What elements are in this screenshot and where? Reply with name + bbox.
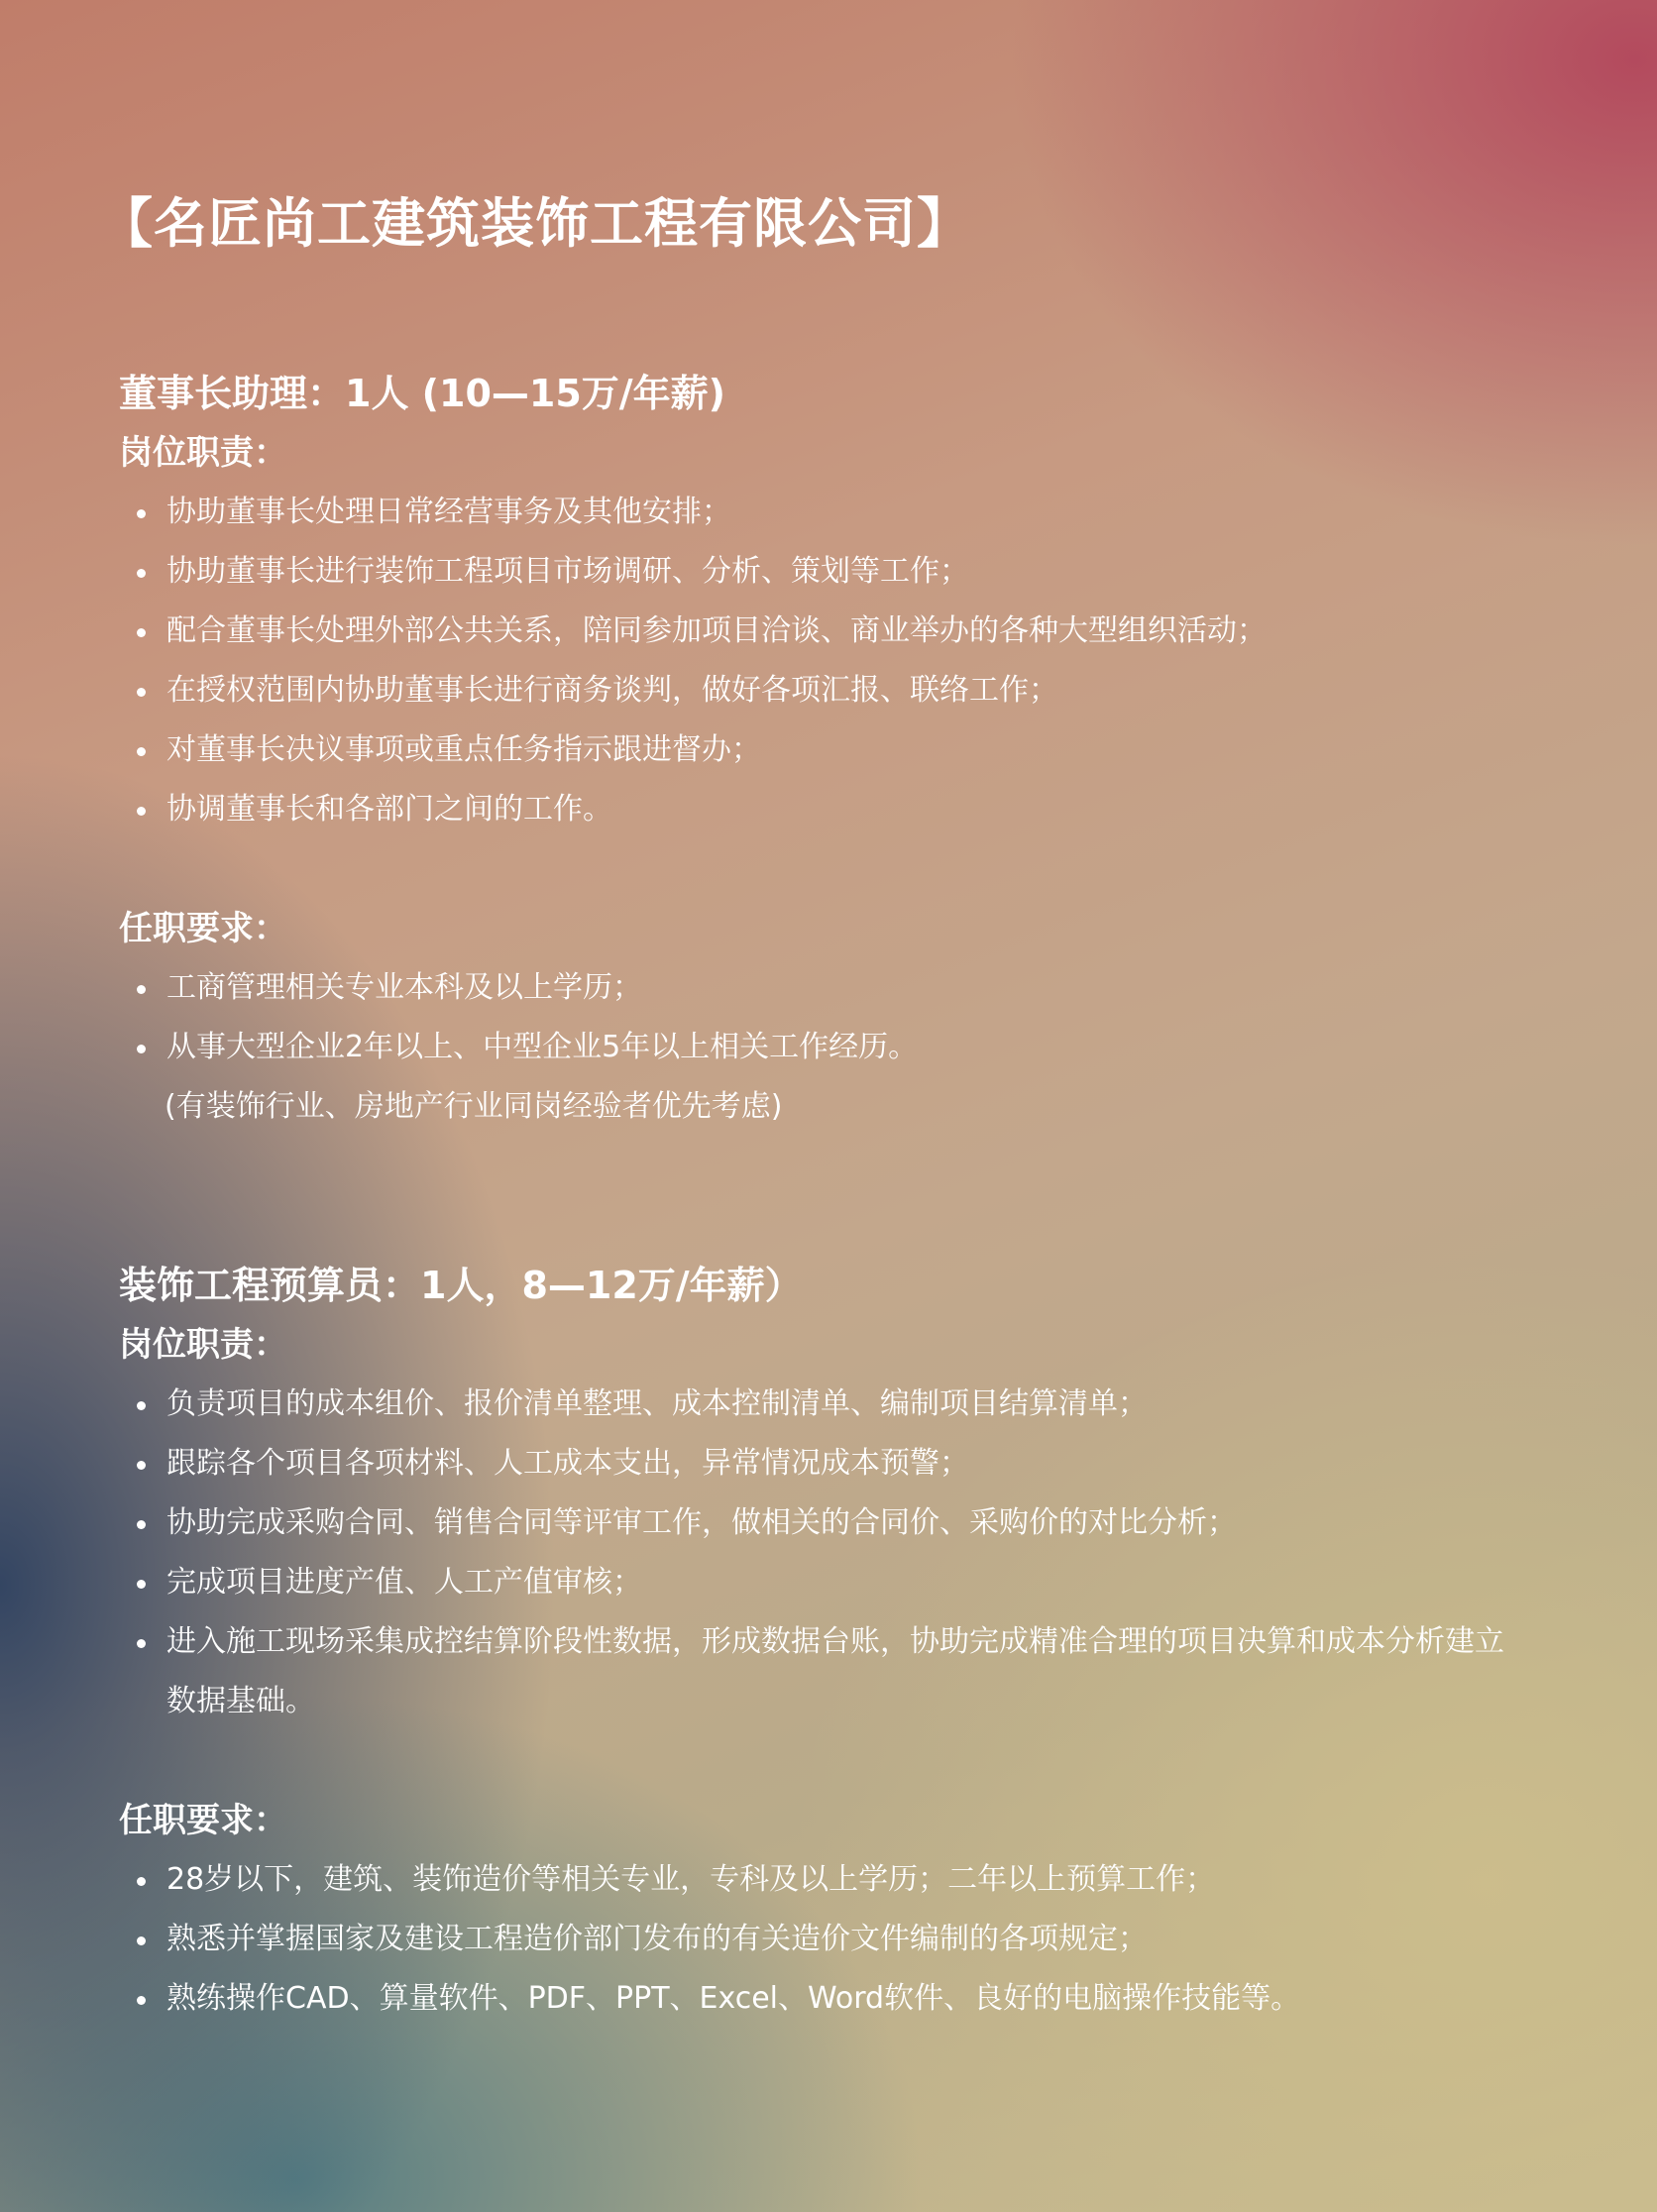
job-section-budgeter (119, 1256, 1526, 2029)
list-item: 配合董事长处理外部公共关系，陪同参加项目洽谈、商业举办的各种大型组织活动； (119, 602, 1526, 661)
list-item: 跟踪各个项目各项材料、人工成本支出，异常情况成本预警； (119, 1434, 1526, 1493)
requirements-list (119, 958, 1526, 1077)
requirements-list (119, 1850, 1526, 2029)
duties-heading: 岗位职责： (119, 433, 287, 473)
duties-heading: 岗位职责： (119, 1325, 287, 1365)
list-item: 负责项目的成本组价、报价清单整理、成本控制清单、编制项目结算清单； (119, 1375, 1526, 1434)
list-item: 协助完成采购合同、销售合同等评审工作，做相关的合同价、采购价的对比分析； (119, 1493, 1526, 1553)
duties-list (119, 483, 1526, 839)
list-item: 协助董事长处理日常经营事务及其他安排； (119, 483, 1526, 542)
requirements-heading: 任职要求： (119, 1801, 287, 1840)
job-title: 装饰工程预算员：1人，8—12万/年薪） (119, 1264, 803, 1307)
list-item: 熟练操作CAD、算量软件、PDF、PPT、Excel、Word软件、良好的电脑操作技能等。 (119, 1969, 1526, 2029)
list-item: 进入施工现场采集成控结算阶段性数据，形成数据台账，协助完成精准合理的项目决算和成本分析建立数据基础。 (119, 1612, 1526, 1731)
list-item: 对董事长决议事项或重点任务指示跟进督办； (119, 720, 1526, 780)
list-item: 从事大型企业2年以上、中型企业5年以上相关工作经历。 (119, 1018, 1526, 1077)
list-item: 协助董事长进行装饰工程项目市场调研、分析、策划等工作； (119, 542, 1526, 602)
preference-note: (有装饰行业、房地产行业同岗经验者优先考虑) (165, 1089, 783, 1124)
duties-list (119, 1375, 1526, 1731)
job-title: 董事长助理：1人 (10—15万/年薪) (119, 372, 726, 415)
list-item: 熟悉并掌握国家及建设工程造价部门发布的有关造价文件编制的各项规定； (119, 1910, 1526, 1969)
list-item: 工商管理相关专业本科及以上学历； (119, 958, 1526, 1018)
list-item: 28岁以下，建筑、装饰造价等相关专业，专科及以上学历；二年以上预算工作； (119, 1850, 1526, 1910)
company-title: 【名匠尚工建筑装饰工程有限公司】 (99, 192, 971, 255)
job-section-assistant (119, 364, 1526, 1137)
list-item: 完成项目进度产值、人工产值审核； (119, 1553, 1526, 1612)
requirements-heading: 任职要求： (119, 909, 287, 948)
list-item: 协调董事长和各部门之间的工作。 (119, 780, 1526, 839)
list-item: 在授权范围内协助董事长进行商务谈判，做好各项汇报、联络工作； (119, 661, 1526, 720)
